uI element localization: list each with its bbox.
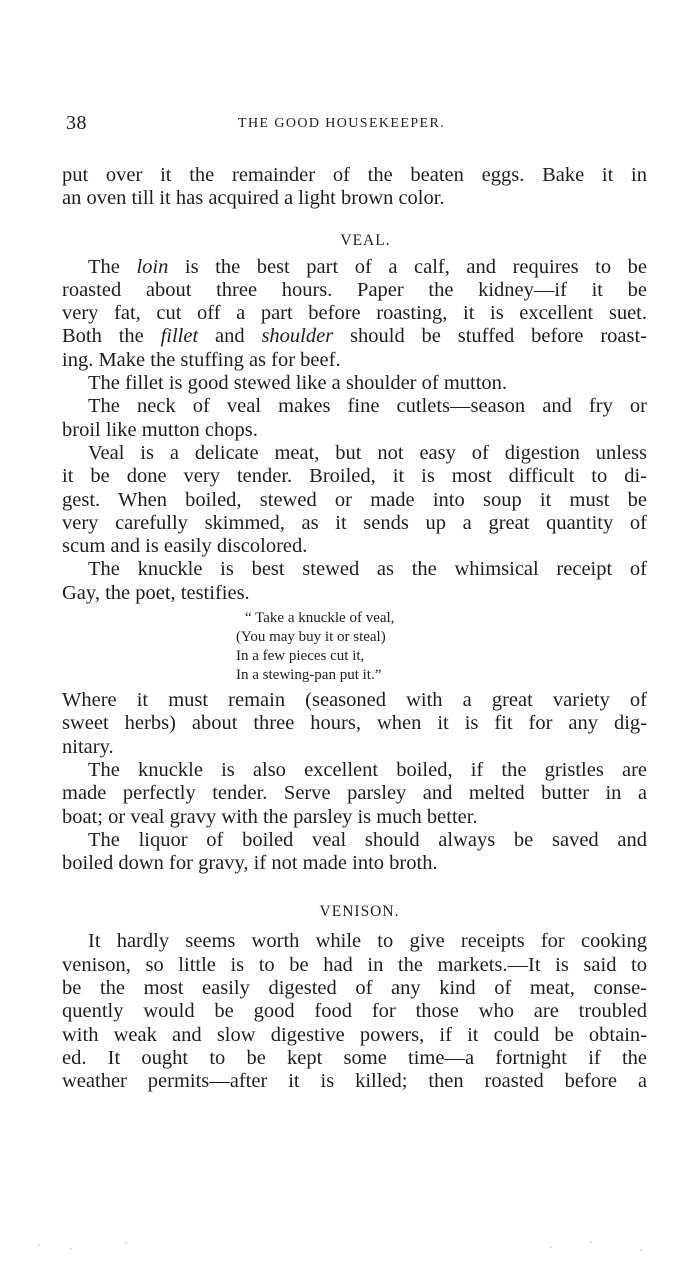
page-number: 38 (66, 112, 87, 134)
paragraph-after-verse (62, 689, 647, 759)
running-header (66, 112, 648, 140)
text-line: ing. Make the stuffing as for beef. (62, 348, 341, 371)
text-line (62, 256, 647, 279)
text-line: very fat, cut off a part before roasting, it is excellent suet. (62, 302, 647, 325)
running-title: THE GOOD HOUSEKEEPER. (238, 116, 446, 131)
paragraph-knuckle (62, 558, 647, 605)
text-line: venison, so little is to be had in the markets.—It is said to (62, 953, 647, 976)
text-line: Veal is a delicate meat, but not easy of digestion unless (88, 441, 647, 464)
text-fragment: and (198, 325, 262, 348)
paragraph-fillet (62, 372, 647, 395)
text-line: The knuckle is best stewed as the whimsical receipt of (88, 558, 647, 581)
text-fragment: should be stuffed before roast- (333, 325, 647, 348)
text-line: Gay, the poet, testifies. (62, 581, 250, 604)
text-line: weather permits—after it is killed; then roasted before a (62, 1070, 647, 1093)
italic-term-fillet: fillet (160, 325, 199, 348)
speck (640, 1249, 642, 1251)
verse-quotation (235, 609, 647, 685)
text-line: The knuckle is also excellent boiled, if the gristles are (88, 758, 647, 781)
speck (550, 1246, 552, 1248)
paragraph-loin (62, 256, 647, 372)
speck (125, 1242, 127, 1244)
italic-term-loin: loin (136, 255, 169, 278)
speck (38, 1244, 40, 1246)
text-line: broil like mutton chops. (62, 418, 258, 441)
text-line: The neck of veal makes fine cutlets—season and fry or (88, 395, 647, 418)
text-line: be the most easily digested of any kind of meat, conse- (62, 977, 647, 1000)
text-fragment: The (88, 255, 137, 278)
text-line: It hardly seems worth while to give receipts for cooking (88, 930, 647, 953)
text-line: sweet herbs) about three hours, when it is fit for any dig- (62, 712, 647, 735)
text-line: boiled down for gravy, if not made into broth. (62, 852, 438, 875)
paper-speckles (30, 1238, 670, 1258)
paragraph-neck (62, 395, 647, 442)
text-line (62, 325, 647, 348)
verse-line: “ Take a knuckle of veal, (245, 610, 395, 627)
text-line: put over it the remainder of the beaten eggs. Bake it in (62, 164, 647, 186)
text-line: boat; or veal gravy with the parsley is much better. (62, 805, 478, 828)
text-line: an oven till it has acquired a light brown color. (62, 187, 445, 210)
body-text (62, 164, 647, 1094)
section-heading-venison: VENISON. (319, 903, 400, 921)
text-line: gest. When boiled, stewed or made into soup it must be (62, 488, 647, 511)
text-line: roasted about three hours. Paper the kidney—if it be (62, 278, 647, 301)
italic-term-shoulder: shoulder (261, 325, 334, 348)
verse-line: (You may buy it or steal) (236, 629, 386, 646)
speck (70, 1248, 72, 1250)
text-line: with weak and slow digestive powers, if it could be obtain- (62, 1023, 647, 1046)
speck (590, 1241, 592, 1243)
paragraph-liquor (62, 829, 647, 876)
text-line: Where it must remain (seasoned with a great variety of (62, 689, 647, 712)
section-heading-veal: VEAL. (340, 231, 391, 249)
verse-line: In a few pieces cut it, (236, 648, 365, 665)
paragraph-venison (62, 930, 647, 1093)
text-line: The liquor of boiled veal should always be saved and (88, 828, 647, 851)
text-fragment: Both the (62, 325, 161, 348)
verse-line: In a stewing-pan put it.” (236, 667, 382, 684)
text-line: scum and is easily discolored. (62, 535, 308, 558)
text-line: The fillet is good stewed like a shoulder of mutton. (88, 372, 508, 395)
opening-paragraph (62, 164, 647, 211)
text-line: ed. It ought to be kept some time—a fortnight if the (62, 1046, 647, 1069)
text-line: it be done very tender. Broiled, it is most difficult to di- (62, 465, 647, 488)
paragraph-digestion (62, 442, 647, 558)
text-line: made perfectly tender. Serve parsley and melted butter in a (62, 782, 647, 805)
paragraph-boiled (62, 759, 647, 829)
text-line: nitary. (62, 735, 114, 758)
text-line: quently would be good food for those who are troubled (62, 1000, 647, 1023)
text-line: very carefully skimmed, as it sends up a great quantity of (62, 511, 647, 534)
text-fragment: is the best part of a calf, and requires to be (168, 255, 647, 278)
